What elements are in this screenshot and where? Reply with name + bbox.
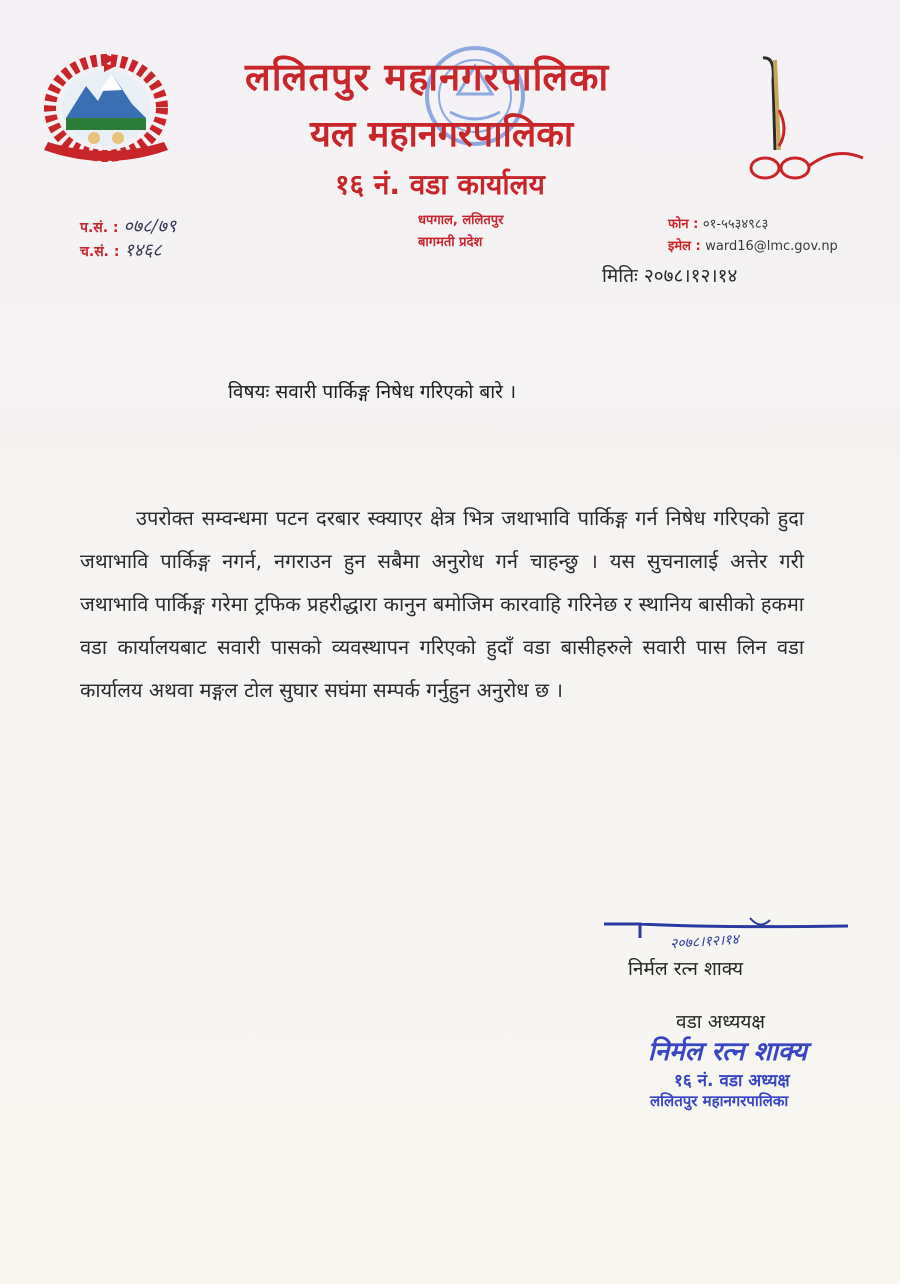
address-line-1: धपगाल, ललितपुर [418, 213, 504, 228]
letter-subject: विषयः सवारी पार्किङ्ग निषेध गरिएको बारे । [228, 381, 517, 403]
lalitpur-symbol-icon [745, 50, 870, 185]
letter-number-label: प.सं. : [80, 220, 119, 236]
letter-body [80, 497, 804, 712]
dispatch-number-label: च.सं. : [80, 244, 120, 260]
email-value: ward16@lmc.gov.np [705, 239, 838, 254]
address-line-2: बागमती प्रदेश [418, 235, 483, 250]
municipality-name-newari: यल महानगरपालिका [310, 113, 574, 155]
stamp-organization: ललितपुर महानगरपालिका [650, 1092, 789, 1110]
email [668, 236, 838, 254]
phone-label: फोन : [668, 217, 699, 232]
signature-date: २०७८।१२।१४ [669, 931, 740, 953]
email-label: इमेल : [668, 239, 701, 254]
ward-office-title: १६ नं. वडा कार्यालय [335, 168, 545, 201]
signer-role: वडा अध्ययक्ष [676, 1011, 766, 1033]
nepal-emblem-icon [36, 46, 176, 166]
dispatch-number [80, 238, 162, 262]
phone-value: ०१-५५३४९८३ [702, 217, 769, 232]
letter-date: मितिः २०७८।१२।१४ [602, 265, 738, 287]
dispatch-number-value: १४६८ [124, 240, 162, 261]
letter-number-value: ०७८/७९ [123, 216, 177, 237]
letter-number [80, 214, 176, 238]
phone [668, 214, 768, 232]
letter-body-text: उपरोक्त सम्वन्धमा पटन दरबार स्क्याएर क्षेत्र भित्र जथाभावि पार्किङ्ग गर्न निषेध गरिएको हुदा जथाभावि पार्किङ्ग नगर्न, नगराउन हुन सबैमा अनुरोध गर्न चाहन्छु । यस सुचनालाई अत्तेर गरी जथाभावि पार्किङ्ग गरेमा ट्रफिक प्रहरीद्धारा कानुन बमोजिम कारवाहि गरिनेछ र स्थानिय बासीको हकमा वडा कार्यालयबाट सवारी पासको व्यवस्थापन गरिएको हुदाँ वडा बासीहरुले सवारी पास लिन वडा कार्यालय अथवा मङ्गल टोल सुघार सघंमा सम्पर्क गर्नुहुन अनुरोध छ । [80, 506, 804, 702]
municipality-name: ललितपुर महानगरपालिका [245, 55, 610, 99]
signer-name: निर्मल रत्न शाक्य [628, 958, 743, 980]
stamp-title: १६ नं. वडा अध्यक्ष [674, 1071, 790, 1091]
stamp-name: निर्मल रत्न शाक्य [648, 1037, 807, 1067]
